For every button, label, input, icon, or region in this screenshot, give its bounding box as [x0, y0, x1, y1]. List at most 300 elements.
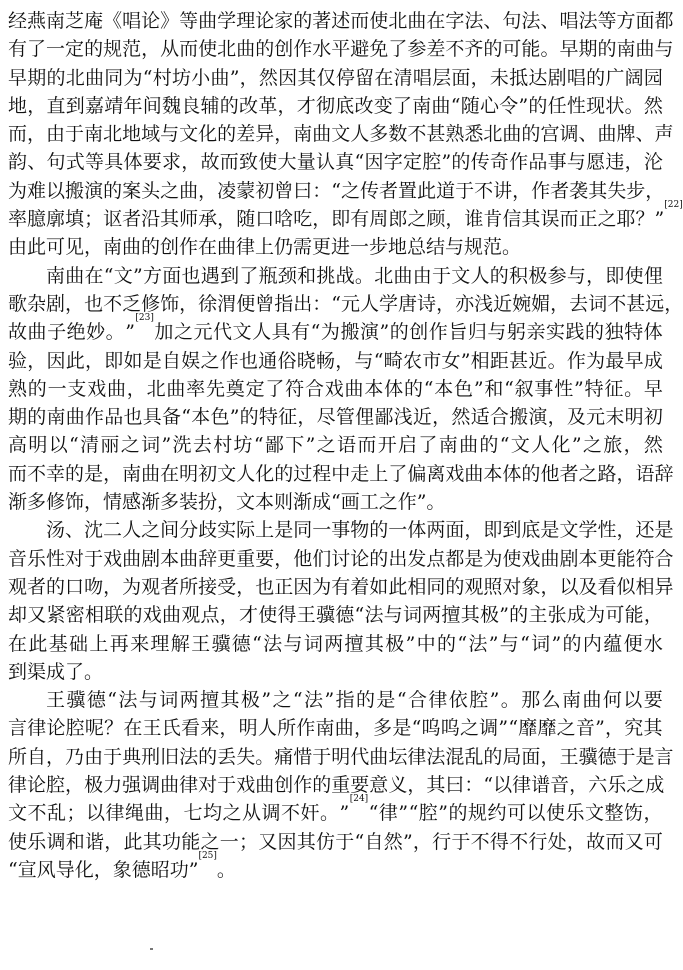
glyph: 面: [162, 264, 182, 287]
glyph: ，: [65, 292, 85, 315]
glyph: 可: [506, 802, 526, 825]
glyph: 传: [360, 179, 380, 202]
glyph: 旨: [448, 321, 468, 344]
glyph: 曾: [274, 179, 294, 202]
glyph: “: [292, 689, 303, 712]
glyph: 》: [160, 10, 180, 32]
glyph: “: [310, 321, 321, 344]
glyph: 词: [159, 689, 179, 712]
glyph: 方: [143, 264, 163, 287]
glyph: 自: [162, 349, 182, 372]
glyph: ，: [586, 264, 606, 287]
glyph: 而: [559, 208, 579, 231]
glyph: 管: [335, 406, 355, 429]
glyph: 以: [526, 802, 546, 825]
glyph: 加: [154, 321, 174, 344]
glyph: 体: [502, 462, 522, 485]
glyph: 然: [643, 94, 663, 117]
glyph: 洗: [172, 434, 192, 457]
glyph: 者: [27, 575, 47, 598]
glyph: 之: [120, 434, 140, 457]
glyph: 何: [602, 689, 622, 712]
glyph: 使: [545, 802, 565, 825]
glyph: 丽: [100, 434, 120, 457]
glyph: 有: [331, 575, 351, 598]
glyph: 嘉: [85, 94, 105, 117]
stray-mark: [150, 948, 153, 950]
glyph: 意: [369, 774, 389, 797]
text-line: [8, 601, 663, 629]
glyph: 重: [236, 547, 256, 570]
glyph: 以: [46, 179, 66, 202]
glyph: 由: [46, 123, 66, 146]
glyph: 本: [364, 377, 384, 400]
glyph: 其: [643, 717, 663, 740]
glyph: 曲: [407, 10, 427, 32]
glyph: 要: [255, 547, 275, 570]
glyph: 化: [255, 462, 275, 485]
glyph: 乃: [65, 745, 85, 768]
glyph: 密: [65, 604, 85, 627]
glyph: 走: [350, 462, 370, 485]
glyph: 南: [46, 10, 66, 32]
glyph: 歌: [8, 292, 28, 315]
glyph: 德: [86, 689, 106, 712]
glyph: 农: [402, 349, 422, 372]
glyph: ，: [27, 94, 47, 117]
glyph: 才: [296, 94, 316, 117]
glyph: 是: [392, 717, 412, 740]
glyph: 曲: [166, 377, 186, 400]
glyph: 的: [198, 745, 218, 768]
glyph: 去: [192, 434, 212, 457]
glyph: 末: [605, 406, 625, 429]
glyph: 作: [293, 774, 313, 797]
glyph: ，: [164, 802, 184, 825]
glyph: 蕴: [603, 632, 623, 655]
glyph: 么: [541, 689, 561, 712]
glyph: 强: [122, 774, 142, 797]
glyph: ，: [335, 349, 355, 372]
glyph: 宫: [540, 123, 560, 146]
glyph: 法: [364, 604, 384, 627]
glyph: 状: [605, 94, 625, 117]
glyph: 声: [654, 123, 674, 146]
glyph: 发: [407, 547, 427, 570]
glyph: 良: [181, 94, 201, 117]
glyph: 从: [242, 802, 262, 825]
glyph: 字: [445, 10, 465, 32]
glyph: 曲: [255, 774, 275, 797]
glyph: 他: [540, 462, 560, 485]
glyph: 演: [84, 179, 104, 202]
glyph: 其: [521, 208, 541, 231]
glyph: 与: [354, 349, 374, 372]
glyph: 广: [605, 66, 625, 89]
glyph: ，: [312, 208, 332, 231]
glyph: 程: [312, 462, 332, 485]
glyph: ”: [438, 802, 448, 825]
text-line: [8, 658, 663, 686]
glyph: 不: [407, 123, 427, 146]
glyph: 骥: [578, 745, 598, 768]
glyph: 俚: [355, 406, 375, 429]
glyph: ，: [436, 292, 456, 315]
glyph: 耶: [616, 208, 636, 231]
glyph: 曲: [65, 406, 85, 429]
glyph: 去: [569, 292, 589, 315]
glyph: 文: [559, 519, 579, 542]
glyph: 以: [559, 575, 579, 598]
glyph: 观: [141, 575, 161, 598]
glyph: 之: [340, 179, 360, 202]
text-line: [8, 403, 663, 431]
glyph: 域: [141, 123, 161, 146]
glyph: 牌: [616, 123, 636, 146]
glyph: 谱: [531, 774, 551, 797]
glyph: 师: [179, 208, 199, 231]
glyph: 腔: [422, 151, 442, 174]
glyph: “: [450, 94, 461, 117]
glyph: 承: [198, 208, 218, 231]
glyph: 一: [312, 519, 332, 542]
glyph: 律: [378, 802, 398, 825]
glyph: 其: [426, 774, 446, 797]
glyph: 的: [521, 123, 541, 146]
glyph: 来: [130, 632, 150, 655]
glyph: 距: [489, 349, 509, 372]
glyph: 和: [297, 264, 317, 287]
glyph: 人: [360, 292, 380, 315]
glyph: 了: [388, 462, 408, 485]
glyph: 为: [8, 179, 28, 202]
glyph: 而: [219, 151, 239, 174]
glyph: 廓: [46, 208, 66, 231]
glyph: “: [499, 434, 510, 457]
glyph: 词: [531, 632, 551, 655]
glyph: 亲: [526, 321, 546, 344]
glyph: 其: [220, 689, 240, 712]
glyph: ；: [84, 208, 104, 231]
glyph: 际: [236, 519, 256, 542]
glyph: 讲: [493, 179, 513, 202]
glyph: 论: [141, 10, 161, 32]
glyph: 辞: [654, 462, 674, 485]
glyph: 歧: [198, 519, 218, 542]
glyph: 作: [85, 406, 105, 429]
glyph: 小: [191, 66, 211, 89]
glyph: ”: [460, 349, 471, 372]
glyph: 以: [48, 434, 68, 457]
glyph: 唐: [398, 292, 418, 315]
glyph: 者: [559, 462, 579, 485]
glyph: 南: [46, 264, 66, 287]
glyph: 叙: [514, 377, 534, 400]
footnote-ref: [23]: [135, 313, 154, 324]
glyph: 两: [422, 604, 442, 627]
glyph: 婉: [512, 292, 532, 315]
glyph: 作: [296, 717, 316, 740]
glyph: 面: [635, 10, 655, 32]
glyph: 不: [281, 802, 301, 825]
text-line: [8, 262, 663, 290]
glyph: “: [354, 604, 365, 627]
glyph: 曲: [431, 94, 451, 117]
glyph: 学: [578, 519, 598, 542]
glyph: 口: [255, 208, 275, 231]
glyph: ”: [473, 377, 484, 400]
glyph: 地: [8, 94, 28, 117]
glyph: 留: [355, 66, 375, 89]
glyph: “: [520, 632, 530, 655]
glyph: 差: [426, 38, 446, 61]
glyph: 分: [179, 519, 199, 542]
glyph: 头: [141, 179, 161, 202]
glyph: 的: [597, 38, 617, 61]
glyph: 曲: [540, 547, 560, 570]
glyph: 作: [531, 179, 551, 202]
glyph: 北: [65, 66, 85, 89]
glyph: 内: [582, 632, 602, 655]
glyph: 合: [489, 406, 509, 429]
glyph: 观: [8, 575, 28, 598]
text-run: “宣风导化，象德昭功”: [8, 858, 199, 881]
glyph: 与: [566, 151, 586, 174]
glyph: 然: [643, 434, 663, 457]
glyph: 颈: [277, 264, 297, 287]
glyph: 而: [8, 462, 28, 485]
glyph: 辞: [198, 547, 218, 570]
glyph: ，: [412, 830, 432, 853]
glyph: 相: [470, 349, 490, 372]
glyph: 典: [122, 745, 142, 768]
glyph: 沈: [84, 519, 104, 542]
glyph: 的: [562, 632, 582, 655]
glyph: 北: [103, 123, 123, 146]
text-line: [8, 545, 674, 573]
glyph: 的: [27, 406, 47, 429]
glyph: 的: [436, 632, 456, 655]
glyph: 乐: [27, 547, 47, 570]
glyph: 文: [331, 123, 351, 146]
glyph: 案: [122, 179, 142, 202]
glyph: 的: [84, 38, 104, 61]
glyph: 初: [643, 406, 663, 429]
glyph: ：: [464, 774, 484, 797]
glyph: 到: [65, 94, 85, 117]
glyph: 靡: [518, 717, 538, 740]
glyph: 者: [122, 208, 142, 231]
glyph: 停: [335, 66, 355, 89]
glyph: ，: [540, 575, 560, 598]
glyph: 着: [350, 575, 370, 598]
glyph: ，: [616, 462, 636, 485]
glyph: 二: [103, 519, 123, 542]
glyph: 同: [104, 66, 124, 89]
glyph: 极: [479, 604, 499, 627]
glyph: 代: [350, 745, 370, 768]
glyph: 清: [80, 434, 100, 457]
glyph: ”: [489, 689, 500, 712]
glyph: 、: [483, 10, 503, 32]
glyph: 率: [186, 377, 206, 400]
glyph: ，: [550, 292, 570, 315]
glyph: 代: [213, 321, 233, 344]
glyph: 作: [509, 151, 529, 174]
footnote-ref: [22]: [664, 200, 683, 211]
glyph: 法: [179, 745, 199, 768]
glyph: 也: [181, 264, 201, 287]
glyph: 正: [578, 208, 598, 231]
glyph: 此: [65, 349, 85, 372]
glyph: 论: [350, 547, 370, 570]
glyph: 。: [320, 802, 340, 825]
glyph: 行: [528, 830, 548, 853]
glyph: 曲: [106, 377, 126, 400]
glyph: 同: [293, 519, 313, 542]
glyph: 法: [468, 632, 488, 655]
glyph: 于: [335, 830, 355, 853]
glyph: 王: [191, 632, 211, 655]
glyph: 村: [152, 66, 172, 89]
glyph: 道: [436, 179, 456, 202]
glyph: 甚: [426, 123, 446, 146]
glyph: 误: [540, 208, 560, 231]
glyph: 的: [46, 575, 66, 598]
glyph: 真: [335, 151, 355, 174]
glyph: ，: [179, 292, 199, 315]
glyph: ，: [181, 151, 201, 174]
glyph: 了: [239, 264, 259, 287]
glyph: 是: [540, 519, 560, 542]
glyph: 便: [236, 292, 256, 315]
glyph: 如: [369, 575, 389, 598]
glyph: 有: [291, 321, 311, 344]
glyph: ，: [407, 774, 427, 797]
glyph: 律: [428, 689, 448, 712]
glyph: 德: [597, 745, 617, 768]
glyph: ，: [645, 179, 665, 202]
glyph: 即: [331, 208, 351, 231]
glyph: 明: [28, 434, 48, 457]
glyph: 搬: [509, 406, 529, 429]
glyph: 避: [350, 38, 370, 61]
paragraph: [8, 516, 674, 686]
glyph: 色: [454, 377, 474, 400]
glyph: ”: [339, 802, 350, 825]
glyph: 故: [586, 830, 606, 853]
glyph: 骥: [316, 604, 336, 627]
glyph: 凌: [217, 179, 237, 202]
glyph: “: [331, 179, 341, 202]
glyph: 适: [470, 406, 490, 429]
glyph: 创: [274, 38, 294, 61]
glyph: 南: [562, 689, 582, 712]
glyph: 讴: [103, 208, 123, 231]
glyph: “: [181, 406, 191, 429]
glyph: 相: [407, 575, 427, 598]
glyph: 来: [200, 717, 220, 740]
glyph: 使: [258, 151, 278, 174]
glyph: 曲: [582, 689, 602, 712]
glyph: 丢: [217, 745, 237, 768]
glyph: 然: [383, 830, 403, 853]
glyph: 们: [312, 547, 332, 570]
glyph: 搬: [340, 321, 360, 344]
glyph: 律: [8, 774, 28, 797]
glyph: 为: [312, 575, 332, 598]
glyph: 法: [464, 10, 484, 32]
glyph: 观: [464, 575, 484, 598]
glyph: 主: [528, 604, 548, 627]
glyph: 等: [85, 151, 105, 174]
glyph: 呜: [421, 717, 441, 740]
glyph: 多: [373, 717, 393, 740]
glyph: 骥: [211, 632, 231, 655]
glyph: 戏: [521, 547, 541, 570]
glyph: 及: [578, 575, 598, 598]
glyph: 著: [312, 10, 332, 32]
glyph: “: [354, 151, 365, 174]
glyph: 的: [219, 94, 239, 117]
glyph: 沿: [141, 208, 161, 231]
glyph: 其: [142, 830, 162, 853]
glyph: 也: [239, 349, 259, 372]
glyph: 所: [277, 717, 297, 740]
glyph: 最: [605, 349, 625, 372]
glyph: 践: [565, 321, 585, 344]
glyph: 其: [160, 208, 180, 231]
glyph: 而: [605, 830, 625, 853]
glyph: 南: [616, 38, 636, 61]
glyph: 戏: [324, 377, 344, 400]
glyph: 调: [559, 123, 579, 146]
glyph: 曲: [179, 547, 199, 570]
glyph: 唱: [559, 10, 579, 32]
glyph: 擅: [200, 689, 220, 712]
glyph: 以: [86, 802, 106, 825]
glyph: 同: [426, 575, 446, 598]
glyph: ，: [623, 434, 643, 457]
glyph: 违: [605, 151, 625, 174]
glyph: ，: [605, 717, 625, 740]
glyph: 支: [67, 377, 87, 400]
glyph: 俚: [643, 264, 663, 287]
glyph: 一: [47, 377, 67, 400]
glyph: 之: [272, 689, 292, 712]
glyph: 理: [236, 10, 256, 32]
glyph: 行: [432, 830, 452, 853]
glyph: ”: [398, 802, 409, 825]
glyph: 指: [335, 689, 355, 712]
glyph: 看: [180, 717, 200, 740]
text-line: [8, 488, 663, 516]
glyph: 可: [605, 604, 625, 627]
glyph: 战: [335, 264, 355, 287]
glyph: 子: [47, 321, 67, 344]
glyph: ”: [261, 689, 272, 712]
glyph: 妙: [86, 321, 106, 344]
glyph: 瓶: [258, 264, 278, 287]
glyph: 初: [255, 179, 275, 202]
glyph: 周: [369, 208, 389, 231]
glyph: 得: [277, 604, 297, 627]
text-run: 。: [216, 858, 236, 881]
glyph: 合: [304, 377, 324, 400]
glyph: 述: [331, 10, 351, 32]
glyph: 又: [258, 830, 278, 853]
glyph: 任: [547, 94, 567, 117]
